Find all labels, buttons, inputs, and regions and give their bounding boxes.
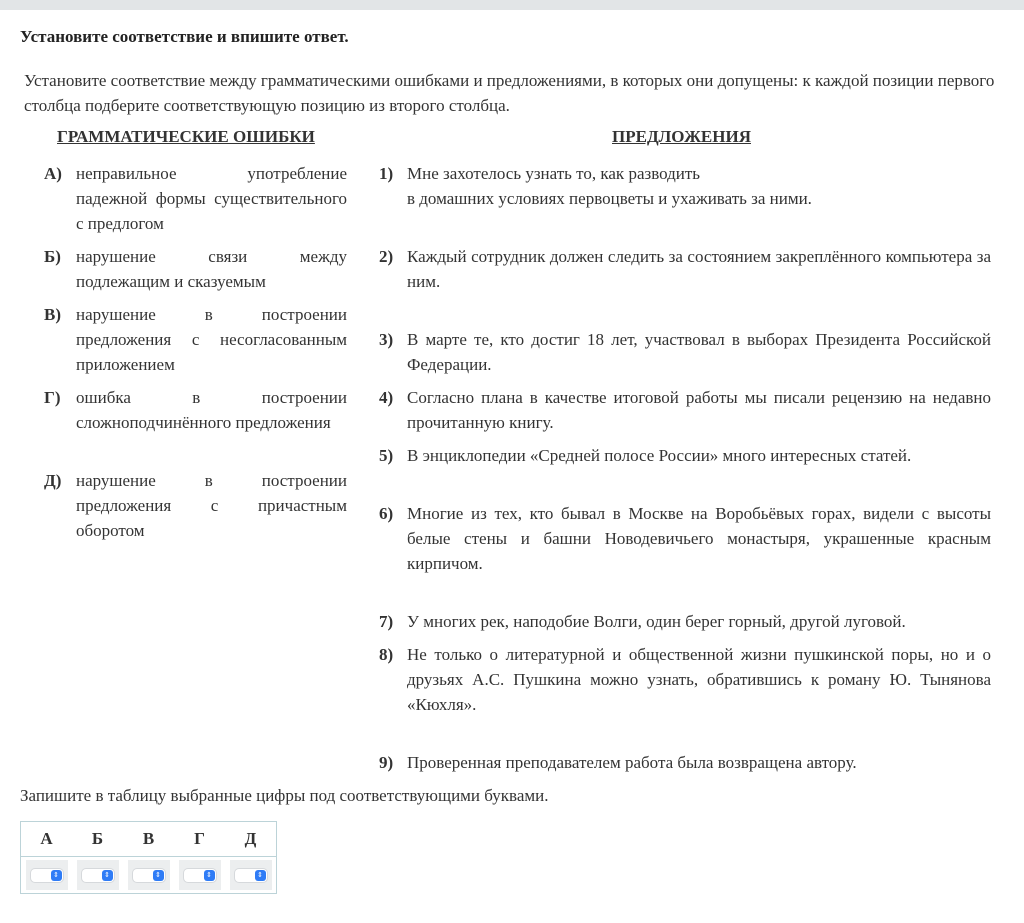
answer-select-d[interactable] [230,860,272,890]
select-box[interactable] [31,869,63,882]
sentence-label: 8) [379,645,394,664]
sentence-label: 4) [379,388,394,407]
answer-header-g: Г [174,822,225,857]
error-text: ошибка в построении сложноподчинённого предложения [76,388,347,432]
sentence-label: 5) [379,446,394,465]
chevron-updown-icon: ⇕ [153,870,164,881]
sentence-text: Согласно плана в качестве итоговой работы мы писали рецензию на недавно прочитанную книгу. [407,388,991,432]
errors-column-header: ГРАММАТИЧЕСКИЕ ОШИБКИ [57,127,315,146]
sentence-text: В марте те, кто достиг 18 лет, участвовал в выборах Президента Российской Федерации. [407,330,991,374]
answer-header-v: В [123,822,174,857]
chevron-updown-icon: ⇕ [255,870,266,881]
sentence-label: 6) [379,504,394,523]
error-text: нарушение в построении предложения с причастным оборотом [76,471,347,540]
sentence-text: Многие из тех, кто бывал в Москве на Воробьёвых горах, видели с высоты белые стены и башни Новодевичьего монастыря, украшенные красным кирпичом. [407,504,991,573]
sentence-text: Проверенная преподавателем работа была возвращена автору. [407,753,857,772]
sentence-label: 7) [379,612,394,631]
answer-header-d: Д [225,822,277,857]
sentence-label: 2) [379,247,394,266]
sentences-column-header: ПРЕДЛОЖЕНИЯ [612,127,751,146]
answer-header-row [21,822,277,857]
sentence-text: В энциклопедии «Средней полосе России» много интересных статей. [407,446,912,465]
select-box[interactable] [184,869,216,882]
error-text: нарушение связи между подлежащим и сказуемым [76,247,347,291]
sentence-text: Каждый сотрудник должен следить за состоянием закреплённого компьютера за ним. [407,247,991,291]
select-box[interactable] [133,869,165,882]
answer-table [20,821,277,894]
task-instructions: Установите соответствие между грамматическими ошибками и предложениями, в которых они допущены: к каждой позиции первого столбца подберите соответствующую позицию из второго столбца. [24,71,995,115]
answer-instruction: Запишите в таблицу выбранные цифры под соответствующими буквами. [20,786,549,805]
error-label: Г) [44,388,61,407]
error-label: Д) [44,471,62,490]
select-box[interactable] [235,869,267,882]
sentence-label: 1) [379,164,394,183]
error-text: неправильное употребление падежной формы существительного с предлогом [76,164,347,233]
sentence-label: 9) [379,753,394,772]
error-text: нарушение в построении предложения с несогласованным приложением [76,305,347,374]
error-label: Б) [44,247,61,266]
answer-select-v[interactable] [128,860,170,890]
select-box[interactable] [82,869,114,882]
answer-select-row [21,857,277,894]
answer-select-g[interactable] [179,860,221,890]
answer-select-a[interactable] [26,860,68,890]
sentence-text: У многих рек, наподобие Волги, один берег горный, другой луговой. [407,612,906,631]
sentence-label: 3) [379,330,394,349]
top-bar [0,0,1024,10]
task-title: Установите соответствие и впишите ответ. [20,27,349,46]
chevron-updown-icon: ⇕ [51,870,62,881]
sentence-text: Не только о литературной и общественной жизни пушкинской поры, но и о друзьях А.С. Пушкина можно узнать, обратившись к роману Ю. Тынянова «Кюхля». [407,645,991,714]
answer-header-b: Б [72,822,123,857]
answer-select-b[interactable] [77,860,119,890]
answer-header-a: А [21,822,73,857]
error-label: А) [44,164,62,183]
error-label: В) [44,305,61,324]
sentence-text: Мне захотелось узнать то, как разводить в домашних условиях первоцветы и ухаживать за ними. [407,164,812,208]
chevron-updown-icon: ⇕ [204,870,215,881]
chevron-updown-icon: ⇕ [102,870,113,881]
